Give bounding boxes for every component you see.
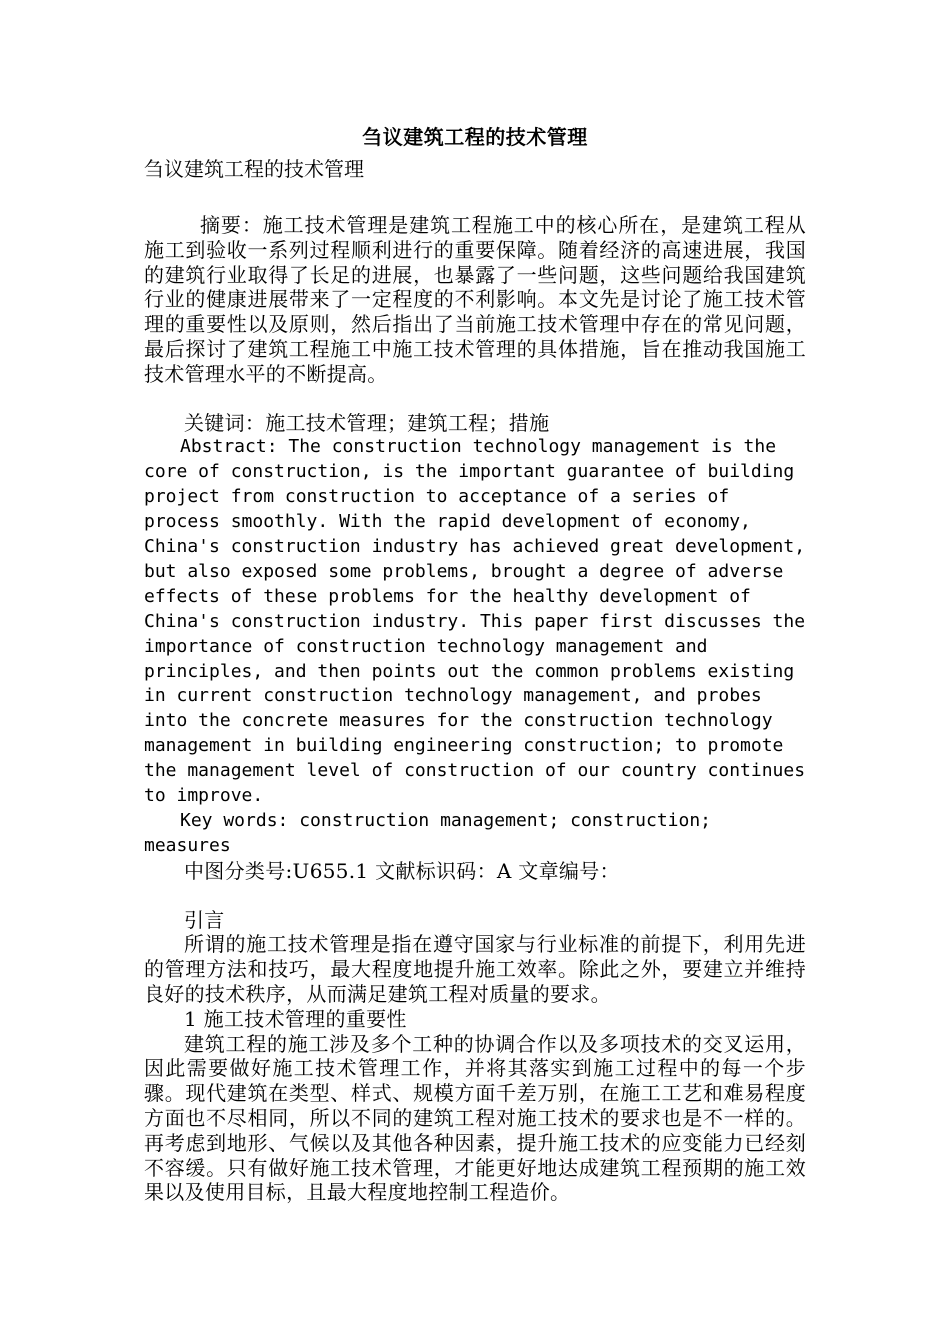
document-body	[144, 118, 806, 1205]
keywords-chinese: 关键词：施工技术管理；建筑工程；措施	[184, 410, 550, 435]
document-title: 刍议建筑工程的技术管理	[362, 125, 588, 149]
abstract-chinese: 摘要：施工技术管理是建筑工程施工中的核心所在，是建筑工程从施工到验收一系列过程顺利进行的重要保障。随着经济的高速进展，我国的建筑行业取得了长足的进展，也暴露了一些问题，这些问题给我国建筑行业的健康进展带来了一定程度的不利影响。本文先是讨论了施工技术管理的重要性以及原则，然后指出了当前施工技术管理中存在的常见问题，最后探讨了建筑工程施工中施工技术管理的具体措施，旨在推动我国施工技术管理水平的不断提高。	[144, 213, 806, 386]
keywords-english: Key words: construction management; construction; measures	[144, 809, 712, 856]
intro-paragraph: 所谓的施工技术管理是指在遵守国家与行业标准的前提下，利用先进的管理方法和技巧，最大程度地提升施工效率。除此之外，要建立并维持良好的技术秩序，从而满足建筑工程对质量的要求。	[144, 932, 806, 1006]
intro-heading: 引言	[184, 907, 225, 932]
section-1-paragraph: 建筑工程的施工涉及多个工种的协调合作以及多项技术的交叉运用，因此需要做好施工技术管理工作，并将其落实到施工过程中的每一个步骤。现代建筑在类型、样式、规模方面千差万别，在施工工艺和难易程度方面也不尽相同，所以不同的建筑工程对施工技术的要求也是不一样的。再考虑到地形、气候以及其他各种因素，提升施工技术的应变能力已经刻不容缓。只有做好施工技术管理，才能更好地达成建筑工程预期的施工效果以及使用目标，且最大程度地控制工程造价。	[144, 1031, 806, 1205]
document-subtitle: 刍议建筑工程的技术管理	[144, 157, 364, 181]
classification-line: 中图分类号:U655.1 文献标识码：A 文章编号：	[184, 858, 620, 883]
abstract-english: Abstract: The construction technology management is the core of construction, is the important guarantee of building project from construction to acceptance of a series of process smoothly. With the rapid development of economy, China's construction industry has achieved great development, but also exposed some problems, brought a degree of adverse effects of these problems for the healthy development of China's construction industry. This paper first discusses the importance of construction technology management and principles, and then points out the common problems existing in current construction technology management, and probes into the concrete measures for the construction technology management in building engineering construction; to promote the management level of construction of our country continues to improve.	[144, 436, 806, 807]
section-1-heading: 1 施工技术管理的重要性	[184, 1006, 407, 1031]
